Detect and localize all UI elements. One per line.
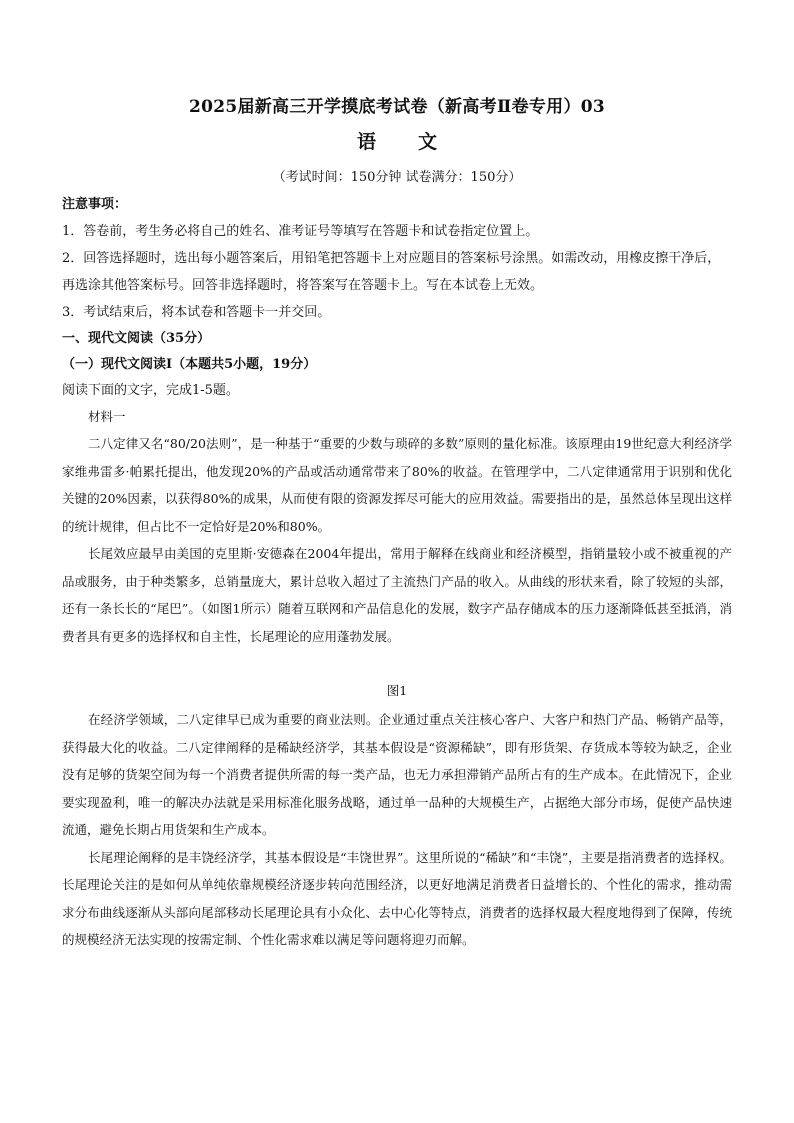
notice-heading: 注意事项： <box>62 197 128 212</box>
section-heading: 一、现代文阅读（35分） <box>62 331 211 346</box>
subject-char-1: 语 <box>356 131 376 153</box>
notice-item-2: 2．回答选择题时，选出每小题答案后，用铅笔把答题卡上对应题目的答案标号涂黑。如需改动，用橡皮擦干净后，再选涂其他答案标号。回答非选择题时，将答案写在答题卡上。写在本试卷上无效。 <box>62 251 721 293</box>
exam-page <box>62 92 732 954</box>
material-label: 材料一 <box>88 409 126 424</box>
subsection-heading: （一）现代文阅读Ⅰ（本题共5小题，19分） <box>62 357 317 372</box>
subject-char-2: 文 <box>418 131 438 153</box>
reading-instruction: 阅读下面的文字，完成1-5题。 <box>62 383 239 398</box>
figure-caption: 图1 <box>386 683 408 698</box>
paragraph-4: 长尾理论阐释的是丰饶经济学，其基本假设是“丰饶世界”。这里所说的“稀缺”和“丰饶”，主要是指消费者的选择权。长尾理论关注的是如何从单纯依靠规模经济逐步转向范围经济，以更好地满足消费者日益增长的、个性化的需求，推动需求分布曲线逐渐从头部向尾部移动长尾理论具有小众化、去中心化等特点，消费者的选择权最大程度地得到了保障，传统的规模经济无法实现的按需定制、个性化需求难以满足等问题将迎刃而解。 <box>62 849 732 947</box>
paragraph-1: 二八定律又名“80/20法则”，是一种基于“重要的少数与琐碎的多数”原则的量化标准。该原理由19世纪意大利经济学家维弗雷多·帕累托提出，他发现20%的产品或活动通常带来了80%的收益。在管理学中，二八定律通常用于识别和优化关键的20%因素，以获得80%的成果，从而使有限的资源发挥尽可能大的应用效益。需要指出的是，虽然总体呈现出这样的统计规律，但占比不一定恰好是20%和80%。 <box>62 436 732 534</box>
notice-item-1: 1．答卷前，考生务必将自己的姓名、准考证号等填写在答题卡和试卷指定位置上。 <box>62 224 539 239</box>
exam-title: 2025届新高三开学摸底考试卷（新高考Ⅱ卷专用）03 <box>188 97 606 117</box>
figure-placeholder <box>62 650 732 678</box>
paragraph-3: 在经济学领域，二八定律早已成为重要的商业法则。企业通过重点关注核心客户、大客户和热门产品、畅销产品等，获得最大化的收益。二八定律阐释的是稀缺经济学，其基本假设是“资源稀缺”，即有形货架、存货成本等较为缺乏，企业没有足够的货架空间为每一个消费者提供所需的每一类产品，也无力承担滞销产品所占有的生产成本。在此情况下，企业要实现盈利，唯一的解决办法就是采用标准化服务战略，通过单一品种的大规模生产，占据绝大部分市场，促使产品快速流通，避免长期占用货架和生产成本。 <box>62 712 732 837</box>
paragraph-2: 长尾效应最早由美国的克里斯·安德森在2004年提出，常用于解释在线商业和经济模型，指销量较小或不被重视的产品或服务，由于种类繁多，总销量庞大，累计总收入超过了主流热门产品的收入。从曲线的形状来看，除了较短的头部，还有一条长长的“尾巴”。（如图1所示）随着互联网和产品信息化的发展，数字产品存储成本的压力逐渐降低甚至抵消，消费者具有更多的选择权和自主性，长尾理论的应用蓬勃发展。 <box>62 546 732 644</box>
exam-meta: （考试时间：150分钟 试卷满分：150分） <box>272 170 522 185</box>
subject-heading <box>62 127 732 154</box>
notice-item-3: 3．考试结束后，将本试卷和答题卡一并交回。 <box>62 305 331 320</box>
